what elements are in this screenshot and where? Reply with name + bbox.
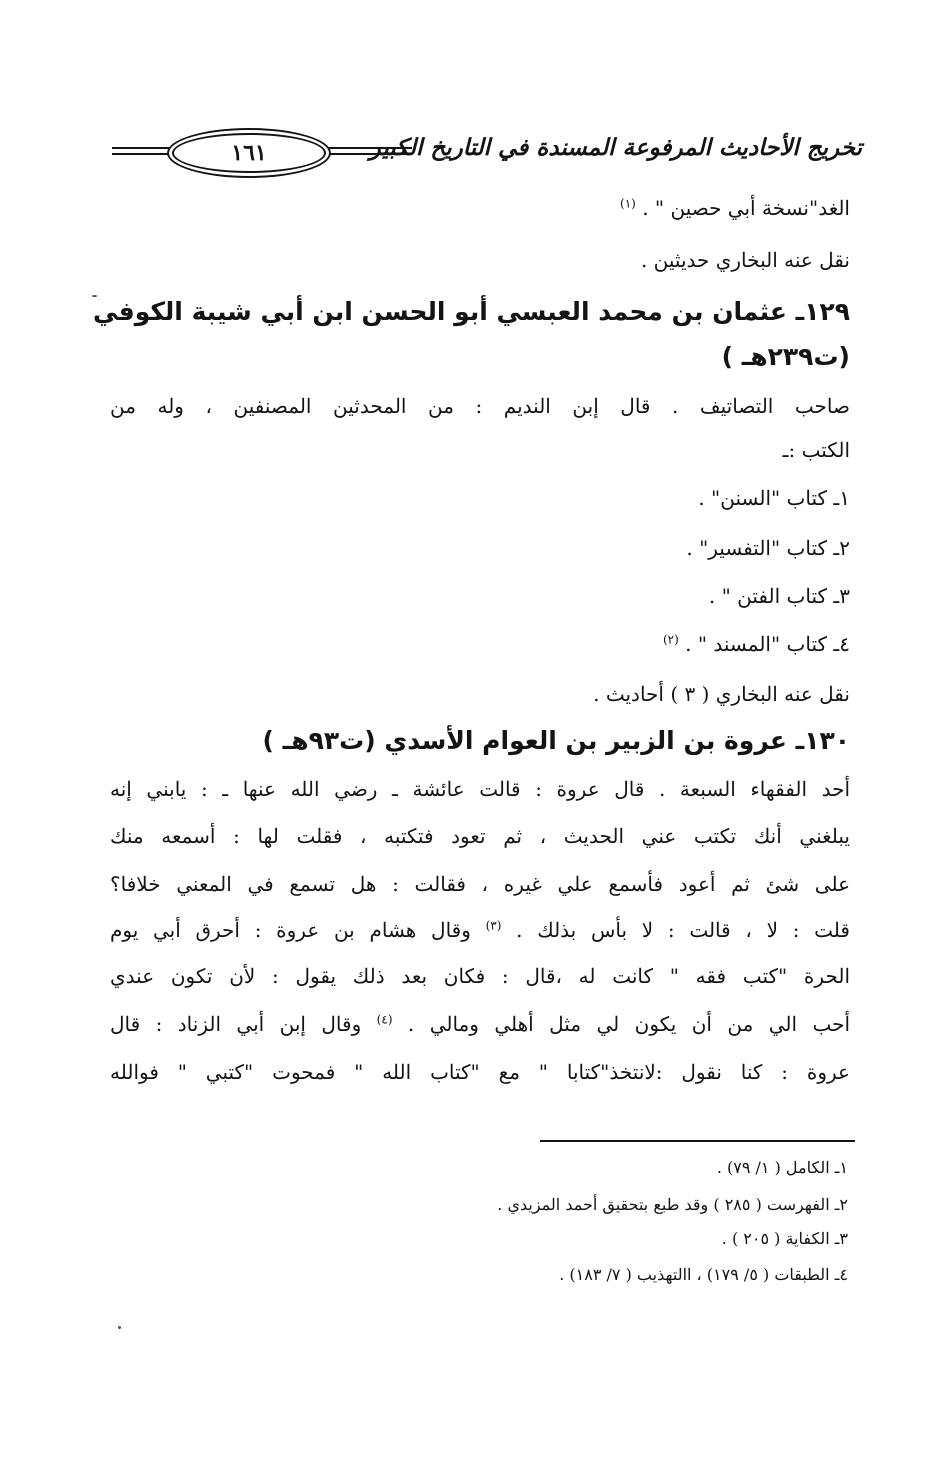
paragraph-line xyxy=(110,1012,850,1036)
paragraph-line: الكتب :ـ xyxy=(782,438,850,462)
text-line: نقل عنه البخاري حديثين . xyxy=(640,248,850,272)
text-run: ٤ـ كتاب "المسند " . xyxy=(685,632,850,656)
footnote-ref: (٤) xyxy=(376,1012,393,1027)
footnote: ٤ـ الطبقات ( ٥/ ١٧٩) ، االتهذيب ( ٧/ ١٨٣) . xyxy=(559,1265,848,1284)
text-run: الغد"نسخة أبي حصين " . xyxy=(642,196,850,220)
scan-speck xyxy=(92,295,97,297)
list-item: ٢ـ كتاب "التفسير" . xyxy=(686,536,850,560)
footnote: ٣ـ الكفاية ( ٢٠٥ ) . xyxy=(721,1229,848,1248)
entry-heading: ١٣٠ـ عروة بن الزبير بن العوام الأسدي (ت٩٣هـ ) xyxy=(262,726,850,755)
footnote-ref: (٢) xyxy=(662,632,679,647)
footnote-ref: (٣) xyxy=(485,918,502,933)
text-run: قلت : لا ، قالت : لا بأس بذلك . xyxy=(516,918,850,942)
text-run: أحب الي من أن يكون لي مثل أهلي ومالي . xyxy=(407,1012,851,1036)
paragraph-line: الحرة "كتب فقه " كانت له ،قال : فكان بعد ذلك يقول : لأن تكون عندي xyxy=(110,964,850,988)
list-item: ٣ـ كتاب الفتن " . xyxy=(708,584,850,608)
scan-speck xyxy=(118,1326,121,1329)
footnote-ref: (١) xyxy=(620,196,636,211)
paragraph-line: أحد الفقهاء السبعة . قال عروة : قالت عائشة ـ رضي الله عنها ـ : يابني إنه xyxy=(110,777,850,801)
entry-heading: ١٢٩ـ عثمان بن محمد العبسي أبو الحسن ابن أبي شيبة الكوفي xyxy=(93,297,850,326)
text-run: وقال هشام بن عروة : أحرق أبي يوم xyxy=(110,918,471,942)
paragraph-line xyxy=(110,918,850,942)
text-line xyxy=(110,196,850,220)
page-number: ١٦١ xyxy=(172,133,326,173)
footnote: ٢ـ الفهرست ( ٢٨٥ ) وقد طبع بتحقيق أحمد المزيدي . xyxy=(497,1195,848,1214)
header-rule-left-top xyxy=(112,147,182,149)
list-item: ١ـ كتاب "السنن" . xyxy=(698,486,850,510)
paragraph-line: صاحب التصاتيف . قال إبن النديم : من المحدثين المصنفين ، وله من xyxy=(110,394,850,418)
footnote-separator xyxy=(540,1140,855,1142)
list-item xyxy=(110,632,850,656)
running-header xyxy=(112,128,862,178)
running-title: تخريج الأحاديث المرفوعة المسندة في التاريخ الكبير xyxy=(369,134,862,161)
text-run: وقال إبن أبي الزناد : قال xyxy=(110,1012,362,1036)
entry-heading-death-date: (ت٢٣٩هـ ) xyxy=(721,342,850,371)
paragraph-line: يبلغني أنك تكتب عني الحديث ، ثم تعود فتكتبه ، فقلت لها : أسمعه منك xyxy=(110,824,850,848)
paragraph-line: عروة : كنا نقول :لانتخذ"كتابا " مع "كتاب الله " فمحوت "كتبي " فوالله xyxy=(110,1060,850,1084)
paragraph-line: على شئ ثم أعود فأسمع علي غيره ، فقالت : هل تسمع في المعني خلافا؟ xyxy=(110,872,850,896)
text-line: نقل عنه البخاري ( ٣ ) أحاديث . xyxy=(593,682,850,706)
footnote: ١ـ الكامل ( ١/ ٧٩) . xyxy=(716,1158,848,1177)
